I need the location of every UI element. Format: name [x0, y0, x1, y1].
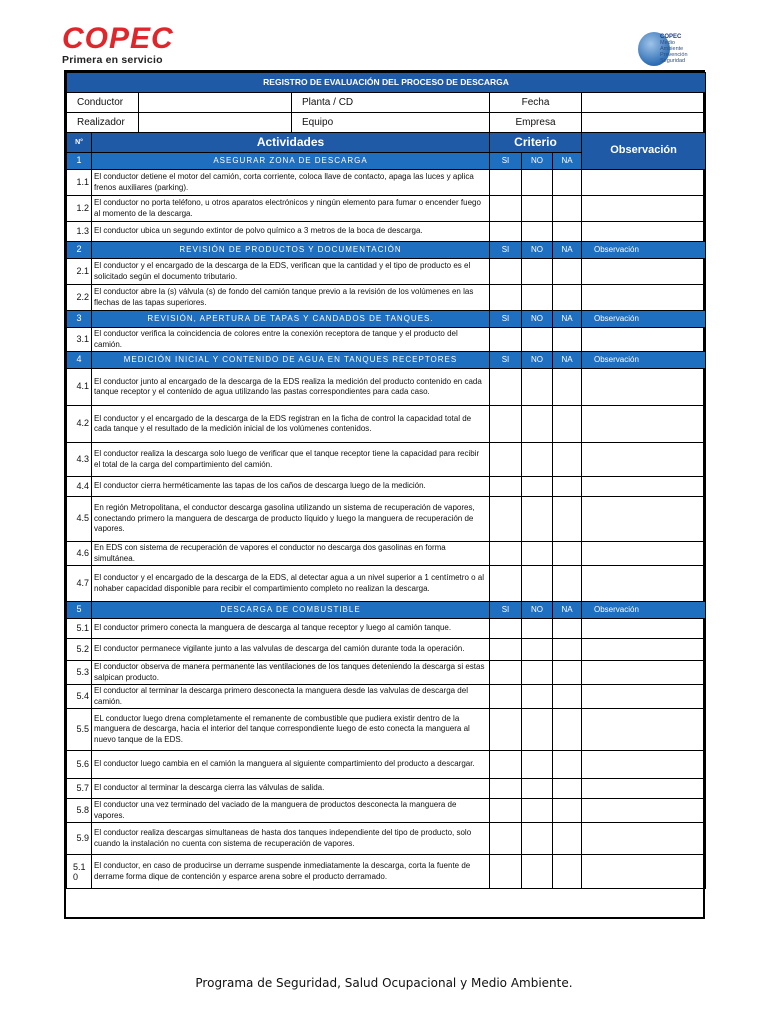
activity-row — [67, 855, 706, 889]
activity-description: EL conductor luego drena completamente el remanente de combustible que pudiera existir dentro de la manguera de descarga, hacia el interior del tanque correspondiente luego de esto conecta la manguera al nuevo tanque de la EDS. — [92, 709, 490, 751]
no-checkbox-cell[interactable] — [522, 542, 553, 566]
no-column-label: NO — [522, 153, 553, 170]
si-checkbox-cell[interactable] — [490, 259, 522, 285]
na-column-label: NA — [553, 242, 582, 259]
observation-cell[interactable] — [582, 751, 706, 779]
na-checkbox-cell[interactable] — [553, 709, 582, 751]
si-checkbox-cell[interactable] — [490, 443, 522, 477]
section-row — [67, 311, 706, 328]
activity-description: El conductor y el encargado de la descarga de la EDS, verifican que la cantidad y el tipo de producto es el solicitado según el documento tributario. — [92, 259, 490, 285]
activity-number: 5.3 — [67, 661, 92, 685]
no-checkbox-cell[interactable] — [522, 639, 553, 661]
no-checkbox-cell[interactable] — [522, 661, 553, 685]
activity-row — [67, 170, 706, 196]
na-checkbox-cell[interactable] — [553, 196, 582, 222]
section-title: REVISIÓN, APERTURA DE TAPAS Y CANDADOS DE TANQUES. — [92, 311, 490, 328]
no-checkbox-cell[interactable] — [522, 685, 553, 709]
no-checkbox-cell[interactable] — [522, 619, 553, 639]
si-checkbox-cell[interactable] — [490, 685, 522, 709]
activity-description: El conductor al terminar la descarga primero desconecta la manguera desde las valvulas de descarga del camión. — [92, 685, 490, 709]
si-checkbox-cell[interactable] — [490, 497, 522, 542]
observation-cell[interactable] — [582, 477, 706, 497]
no-column-label: NO — [522, 242, 553, 259]
activity-description: El conductor al terminar la descarga cierra las válvulas de salida. — [92, 779, 490, 799]
activity-description: El conductor cierra herméticamente las tapas de los caños de descarga luego de la medición. — [92, 477, 490, 497]
no-checkbox-cell[interactable] — [522, 259, 553, 285]
empresa-field[interactable] — [582, 113, 706, 133]
section-title: DESCARGA DE COMBUSTIBLE — [92, 602, 490, 619]
na-checkbox-cell[interactable] — [553, 406, 582, 443]
activity-number: 5.5 — [67, 709, 92, 751]
si-checkbox-cell[interactable] — [490, 369, 522, 406]
si-checkbox-cell[interactable] — [490, 661, 522, 685]
observation-header: Observación — [582, 133, 706, 170]
observation-column-label: Observación — [582, 602, 706, 619]
realizador-field[interactable] — [139, 113, 292, 133]
activity-row — [67, 222, 706, 242]
activity-description: El conductor primero conecta la manguera de descarga al tanque receptor y luego al camión tanque. — [92, 619, 490, 639]
activity-description: El conductor no porta teléfono, u otros aparatos electrónicos y ningún elemento para fumar o encender fuego al momento de la descarga. — [92, 196, 490, 222]
si-checkbox-cell[interactable] — [490, 477, 522, 497]
activity-description: El conductor abre la (s) válvula (s) de fondo del camión tanque previo a la revisión de los volúmenes en las flechas de las tapas superiores. — [92, 285, 490, 311]
observation-cell[interactable] — [582, 497, 706, 542]
observation-cell[interactable] — [582, 285, 706, 311]
activity-description: El conductor verifica la coincidencia de colores entre la conexión receptora de tanque y el producto del camión. — [92, 328, 490, 352]
observation-cell[interactable] — [582, 406, 706, 443]
section-number: 1 — [67, 153, 92, 170]
activity-description: El conductor observa de manera permanente las ventilaciones de los tanques deteniendo la descarga si estas salpican producto. — [92, 661, 490, 685]
no-checkbox-cell[interactable] — [522, 855, 553, 889]
section-title: REVISIÓN DE PRODUCTOS Y DOCUMENTACIÓN — [92, 242, 490, 259]
observation-cell[interactable] — [582, 542, 706, 566]
section-title: ASEGURAR ZONA DE DESCARGA — [92, 153, 490, 170]
na-checkbox-cell[interactable] — [553, 619, 582, 639]
activity-description: El conductor una vez terminado del vaciado de la manguera de productos desconecta la manguera de vapores. — [92, 799, 490, 823]
activity-description: El conductor realiza descargas simultaneas de hasta dos tanques independiente del tipo de producto, solo cuando la instalación no cuenta con sistema de recuperación de vapores. — [92, 823, 490, 855]
no-checkbox-cell[interactable] — [522, 170, 553, 196]
activity-row — [67, 709, 706, 751]
activity-row — [67, 661, 706, 685]
activity-row — [67, 566, 706, 602]
activity-number: 5.8 — [67, 799, 92, 823]
activity-number: 4.3 — [67, 443, 92, 477]
si-checkbox-cell[interactable] — [490, 799, 522, 823]
observation-cell[interactable] — [582, 222, 706, 242]
observation-cell[interactable] — [582, 259, 706, 285]
evaluation-form — [64, 70, 705, 919]
badge-text: COPEC Medio Ambiente Prevención Seguridad — [660, 34, 688, 64]
activity-description: El conductor realiza la descarga solo luego de verificar que el tanque receptor tiene la capacidad para recibir el total de la carga del compartimiento del camión. — [92, 443, 490, 477]
activity-row — [67, 685, 706, 709]
na-checkbox-cell[interactable] — [553, 497, 582, 542]
no-checkbox-cell[interactable] — [522, 196, 553, 222]
na-checkbox-cell[interactable] — [553, 661, 582, 685]
activity-number: 5.1 — [67, 619, 92, 639]
si-checkbox-cell[interactable] — [490, 566, 522, 602]
equipo-label: Equipo — [292, 113, 490, 133]
form-title: REGISTRO DE EVALUACIÓN DEL PROCESO DE DESCARGA — [67, 73, 706, 93]
activity-description: El conductor, en caso de producirse un derrame suspende inmediatamente la descarga, corta la fuente de derrame forma dique de contención y esparce arena sobre el producto derramado. — [92, 855, 490, 889]
activity-number: 3.1 — [67, 328, 92, 352]
activity-number: 5.10 — [67, 855, 92, 889]
activity-description: En región Metropolitana, el conductor descarga gasolina utilizando un sistema de recuperación de vapores, conectando primero la manguera de descarga de producto líquido y luego la manguera de recuperación de vapores. — [92, 497, 490, 542]
activity-row — [67, 751, 706, 779]
si-checkbox-cell[interactable] — [490, 709, 522, 751]
si-column-label: SI — [490, 242, 522, 259]
observation-cell[interactable] — [582, 709, 706, 751]
no-checkbox-cell[interactable] — [522, 369, 553, 406]
si-checkbox-cell[interactable] — [490, 406, 522, 443]
section-row — [67, 352, 706, 369]
activity-row — [67, 259, 706, 285]
activity-row — [67, 799, 706, 823]
activity-row — [67, 779, 706, 799]
no-checkbox-cell[interactable] — [522, 751, 553, 779]
na-column-label: NA — [553, 352, 582, 369]
activity-number: 5.4 — [67, 685, 92, 709]
na-checkbox-cell[interactable] — [553, 639, 582, 661]
activity-row — [67, 369, 706, 406]
no-column-label: NO — [522, 352, 553, 369]
na-checkbox-cell[interactable] — [553, 799, 582, 823]
no-checkbox-cell[interactable] — [522, 222, 553, 242]
activity-number: 4.4 — [67, 477, 92, 497]
observation-cell[interactable] — [582, 369, 706, 406]
no-checkbox-cell[interactable] — [522, 477, 553, 497]
na-checkbox-cell[interactable] — [553, 566, 582, 602]
observation-cell[interactable] — [582, 619, 706, 639]
activity-number: 4.6 — [67, 542, 92, 566]
observation-cell[interactable] — [582, 685, 706, 709]
na-checkbox-cell[interactable] — [553, 685, 582, 709]
no-checkbox-cell[interactable] — [522, 443, 553, 477]
no-checkbox-cell[interactable] — [522, 497, 553, 542]
si-checkbox-cell[interactable] — [490, 285, 522, 311]
si-checkbox-cell[interactable] — [490, 222, 522, 242]
activity-description: El conductor y el encargado de la descarga de la EDS, al detectar agua a un nivel superior a 1 centímetro o al nohaber capacidad disponible para recibir el compartimiento completo no realizan la descarga. — [92, 566, 490, 602]
activity-description: El conductor junto al encargado de la descarga de la EDS realiza la medición del producto contenido en cada tanque receptor y el contenido de agua utilizando las pastas correspondientes para cada caso. — [92, 369, 490, 406]
section-number: 5 — [67, 602, 92, 619]
na-checkbox-cell[interactable] — [553, 369, 582, 406]
observation-cell[interactable] — [582, 661, 706, 685]
si-checkbox-cell[interactable] — [490, 619, 522, 639]
footer-text: Programa de Seguridad, Salud Ocupacional y Medio Ambiente. — [195, 976, 573, 990]
activity-number: 4.1 — [67, 369, 92, 406]
na-checkbox-cell[interactable] — [553, 779, 582, 799]
activity-row — [67, 196, 706, 222]
activities-header: Actividades — [92, 133, 490, 153]
si-checkbox-cell[interactable] — [490, 855, 522, 889]
section-number: 3 — [67, 311, 92, 328]
activity-row — [67, 542, 706, 566]
na-checkbox-cell[interactable] — [553, 823, 582, 855]
na-checkbox-cell[interactable] — [553, 443, 582, 477]
activity-description: El conductor detiene el motor del camión, corta corriente, coloca llave de contacto, apaga las luces y aplica frenos auxiliares (parking). — [92, 170, 490, 196]
activity-number: 1.3 — [67, 222, 92, 242]
si-checkbox-cell[interactable] — [490, 751, 522, 779]
brand-tagline: Primera en servicio — [62, 54, 163, 66]
observation-cell[interactable] — [582, 799, 706, 823]
no-checkbox-cell[interactable] — [522, 328, 553, 352]
activity-number: 4.2 — [67, 406, 92, 443]
na-column-label: NA — [553, 311, 582, 328]
na-checkbox-cell[interactable] — [553, 855, 582, 889]
planta-label: Planta / CD — [292, 93, 490, 113]
observation-cell[interactable] — [582, 779, 706, 799]
no-checkbox-cell[interactable] — [522, 799, 553, 823]
no-checkbox-cell[interactable] — [522, 566, 553, 602]
activity-number: 1.2 — [67, 196, 92, 222]
na-checkbox-cell[interactable] — [553, 328, 582, 352]
conductor-field[interactable] — [139, 93, 292, 113]
no-checkbox-cell[interactable] — [522, 285, 553, 311]
brand — [62, 24, 174, 66]
activity-number: 5.6 — [67, 751, 92, 779]
activity-number: 1.1 — [67, 170, 92, 196]
si-checkbox-cell[interactable] — [490, 196, 522, 222]
na-column-label: NA — [553, 153, 582, 170]
activity-row — [67, 619, 706, 639]
activity-row — [67, 497, 706, 542]
activity-description: El conductor y el encargado de la descarga de la EDS registran en la ficha de control la capacidad total de cada tanque y el resultado de la medición inicial de los volúmenes contenidos. — [92, 406, 490, 443]
fecha-label: Fecha — [490, 93, 582, 113]
observation-cell[interactable] — [582, 170, 706, 196]
fecha-field[interactable] — [582, 93, 706, 113]
copec-logo: COPEC — [62, 22, 174, 55]
si-checkbox-cell[interactable] — [490, 170, 522, 196]
form-table — [66, 72, 706, 889]
activity-row — [67, 328, 706, 352]
activity-row — [67, 639, 706, 661]
activity-number: 5.7 — [67, 779, 92, 799]
conductor-label: Conductor — [67, 93, 139, 113]
observation-cell[interactable] — [582, 823, 706, 855]
na-checkbox-cell[interactable] — [553, 170, 582, 196]
activity-number: 2.1 — [67, 259, 92, 285]
activity-description: El conductor luego cambia en el camión la manguera al siguiente compartimiento del producto a descargar. — [92, 751, 490, 779]
number-header: N° — [67, 133, 92, 153]
section-number: 2 — [67, 242, 92, 259]
activity-number: 4.5 — [67, 497, 92, 542]
activity-description: El conductor permanece vigilante junto a las valvulas de descarga del camión durante toda la operación. — [92, 639, 490, 661]
observation-cell[interactable] — [582, 639, 706, 661]
activity-number: 4.7 — [67, 566, 92, 602]
na-column-label: NA — [553, 602, 582, 619]
no-checkbox-cell[interactable] — [522, 823, 553, 855]
activity-number: 5.9 — [67, 823, 92, 855]
na-checkbox-cell[interactable] — [553, 751, 582, 779]
observation-cell[interactable] — [582, 196, 706, 222]
observation-column-label: Observación — [582, 242, 706, 259]
no-checkbox-cell[interactable] — [522, 709, 553, 751]
empresa-label: Empresa — [490, 113, 582, 133]
si-checkbox-cell[interactable] — [490, 779, 522, 799]
si-column-label: SI — [490, 153, 522, 170]
no-column-label: NO — [522, 602, 553, 619]
observation-cell[interactable] — [582, 328, 706, 352]
si-checkbox-cell[interactable] — [490, 639, 522, 661]
section-title: MEDICIÓN INICIAL Y CONTENIDO DE AGUA EN TANQUES RECEPTORES — [92, 352, 490, 369]
activity-row — [67, 477, 706, 497]
observation-cell[interactable] — [582, 443, 706, 477]
na-checkbox-cell[interactable] — [553, 285, 582, 311]
no-checkbox-cell[interactable] — [522, 406, 553, 443]
na-checkbox-cell[interactable] — [553, 222, 582, 242]
realizador-label: Realizador — [67, 113, 139, 133]
observation-column-label: Observación — [582, 352, 706, 369]
activity-row — [67, 285, 706, 311]
activity-row — [67, 443, 706, 477]
activity-description: En EDS con sistema de recuperación de vapores el conductor no descarga dos gasolinas en forma simultánea. — [92, 542, 490, 566]
observation-cell[interactable] — [582, 855, 706, 889]
na-checkbox-cell[interactable] — [553, 259, 582, 285]
observation-cell[interactable] — [582, 566, 706, 602]
activity-description: El conductor ubica un segundo extintor de polvo químico a 3 metros de la boca de descarga. — [92, 222, 490, 242]
si-checkbox-cell[interactable] — [490, 328, 522, 352]
na-checkbox-cell[interactable] — [553, 477, 582, 497]
no-column-label: NO — [522, 311, 553, 328]
no-checkbox-cell[interactable] — [522, 779, 553, 799]
activity-row — [67, 406, 706, 443]
section-row — [67, 602, 706, 619]
environment-badge — [636, 30, 696, 70]
si-column-label: SI — [490, 311, 522, 328]
section-row — [67, 242, 706, 259]
observation-column-label: Observación — [582, 311, 706, 328]
activity-number: 2.2 — [67, 285, 92, 311]
si-column-label: SI — [490, 352, 522, 369]
activity-row — [67, 823, 706, 855]
criteria-header: Criterio — [490, 133, 582, 153]
si-checkbox-cell[interactable] — [490, 542, 522, 566]
activity-number: 5.2 — [67, 639, 92, 661]
si-column-label: SI — [490, 602, 522, 619]
si-checkbox-cell[interactable] — [490, 823, 522, 855]
na-checkbox-cell[interactable] — [553, 542, 582, 566]
section-number: 4 — [67, 352, 92, 369]
